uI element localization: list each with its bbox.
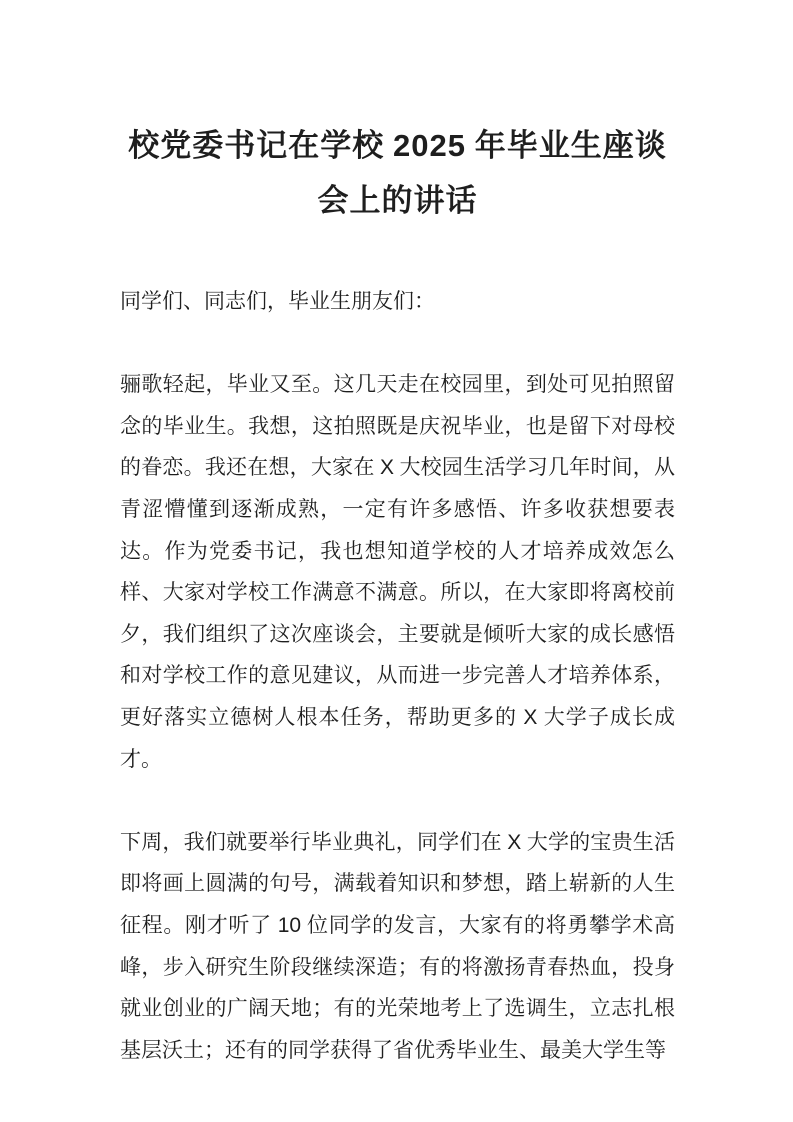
document-title: 校党委书记在学校 2025 年毕业生座谈会上的讲话	[128, 128, 667, 218]
body-paragraph-2: 下周，我们就要举行毕业典礼，同学们在 X 大学的宝贵生活即将画上圆满的句号，满载着知识和梦想，踏上崭新的人生征程。刚才听了 10 位同学的发言，大家有的将勇攀学术高峰，步入研究生阶段继续深造；有的将激扬青春热血，投身就业创业的广阔天地；有的光荣地考上了选调生，立志扎根基层沃土；还有的同学获得了省优秀毕业生、最美大学生等	[120, 829, 676, 1062]
salutation-paragraph: 同学们、同志们，毕业生朋友们：	[120, 289, 435, 313]
document-body	[120, 281, 675, 1071]
body-paragraph-1: 骊歌轻起，毕业又至。这几天走在校园里，到处可见拍照留念的毕业生。我想，这拍照既是庆祝毕业，也是留下对母校的眷恋。我还在想，大家在 X 大校园生活学习几年时间，从青涩懵懂到逐渐成熟，一定有许多感悟、许多收获想要表达。作为党委书记，我也想知道学校的人才培养成效怎么样、大家对学校工作满意不满意。所以，在大家即将离校前夕，我们组织了这次座谈会，主要就是倾听大家的成长感悟和对学校工作的意见建议，从而进一步完善人才培养体系，更好落实立德树人根本任务，帮助更多的 X 大学子成长成才。	[120, 372, 676, 771]
